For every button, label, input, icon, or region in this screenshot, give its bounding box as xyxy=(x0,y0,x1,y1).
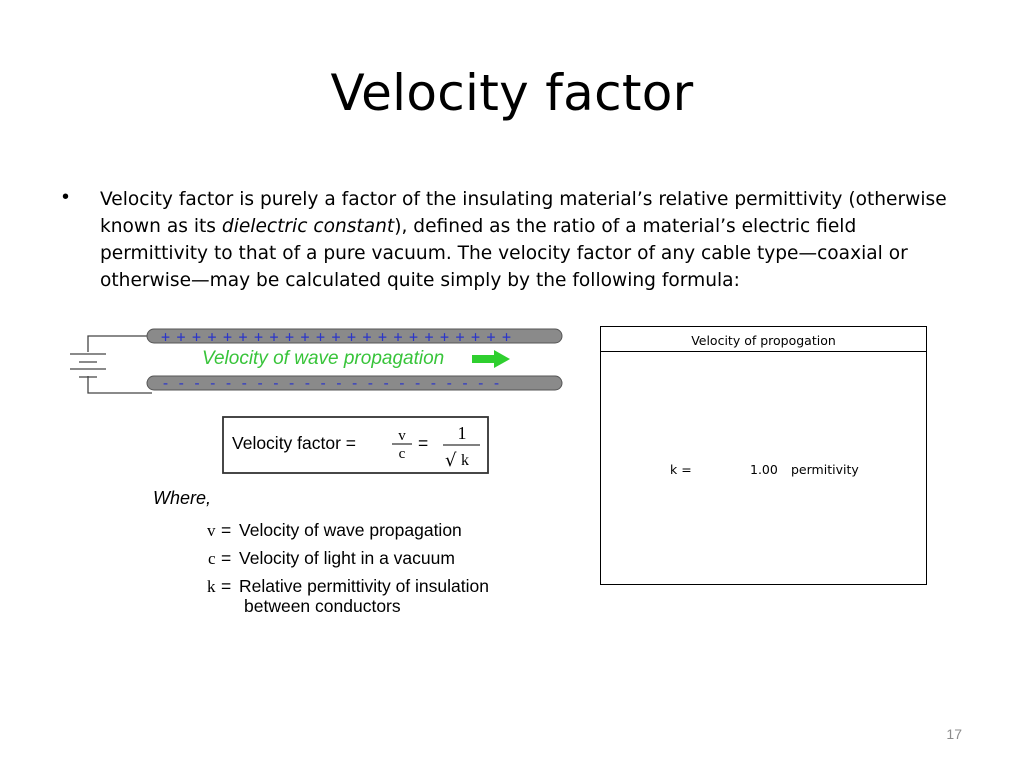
def-c-eq: = xyxy=(221,548,232,568)
formula-label: Velocity factor = xyxy=(232,433,357,453)
bullet-paragraph xyxy=(100,186,970,294)
k-value-cell[interactable]: 1.00 xyxy=(750,462,778,477)
formula-root: √ xyxy=(445,450,457,471)
bullet-emphasis: dielectric constant xyxy=(221,216,395,237)
def-c-symbol: c xyxy=(208,549,216,568)
battery-circuit xyxy=(70,336,152,393)
plus-charges: + + + + + + + + + + + + + + + + + + + + + + + xyxy=(161,328,512,346)
def-k-text: Relative permittivity of insulation xyxy=(239,576,489,596)
formula-equals: = xyxy=(418,433,429,453)
slide-title: Velocity factor xyxy=(330,64,694,122)
k-label: k = xyxy=(670,462,692,477)
k-unit: permitivity xyxy=(791,462,859,477)
table-header: Velocity of propogation xyxy=(601,327,926,352)
formula-v: v xyxy=(398,428,406,444)
formula-one: 1 xyxy=(457,423,467,443)
bullet-text-start: Velocity factor is purely a factor of the insulating material’s relative permittivity (otherwise known as its xyxy=(100,189,947,237)
def-c-text: Velocity of light in a vacuum xyxy=(239,548,455,568)
formula-c: c xyxy=(398,446,406,462)
where-label: Where, xyxy=(153,488,212,508)
def-k-symbol: k xyxy=(207,577,216,596)
arrow-right-icon xyxy=(472,350,510,368)
page-number: 17 xyxy=(946,726,962,742)
bullet-marker: • xyxy=(62,186,70,208)
def-k-eq: = xyxy=(221,576,232,596)
def-v-eq: = xyxy=(221,520,232,540)
velocity-table xyxy=(600,326,927,585)
def-k-text-continued: between conductors xyxy=(244,596,401,616)
def-v-text: Velocity of wave propagation xyxy=(239,520,462,540)
formula-box xyxy=(223,417,488,473)
bullet-text-end: ), defined as the ratio of a material’s electric field permittivity to that of a pure vacuum. The velocity factor of any cable type—coaxial or otherwise—may be calculated quite simply by the following formula: xyxy=(100,216,908,291)
table-row xyxy=(601,462,926,482)
wave-propagation-label: Velocity of wave propagation xyxy=(202,348,445,369)
def-v-symbol: v xyxy=(207,521,216,540)
formula-k: k xyxy=(461,452,469,469)
minus-charges: - - - - - - - - - - - - - - - - - - - - - - xyxy=(161,374,501,392)
transmission-line-diagram xyxy=(60,318,570,618)
